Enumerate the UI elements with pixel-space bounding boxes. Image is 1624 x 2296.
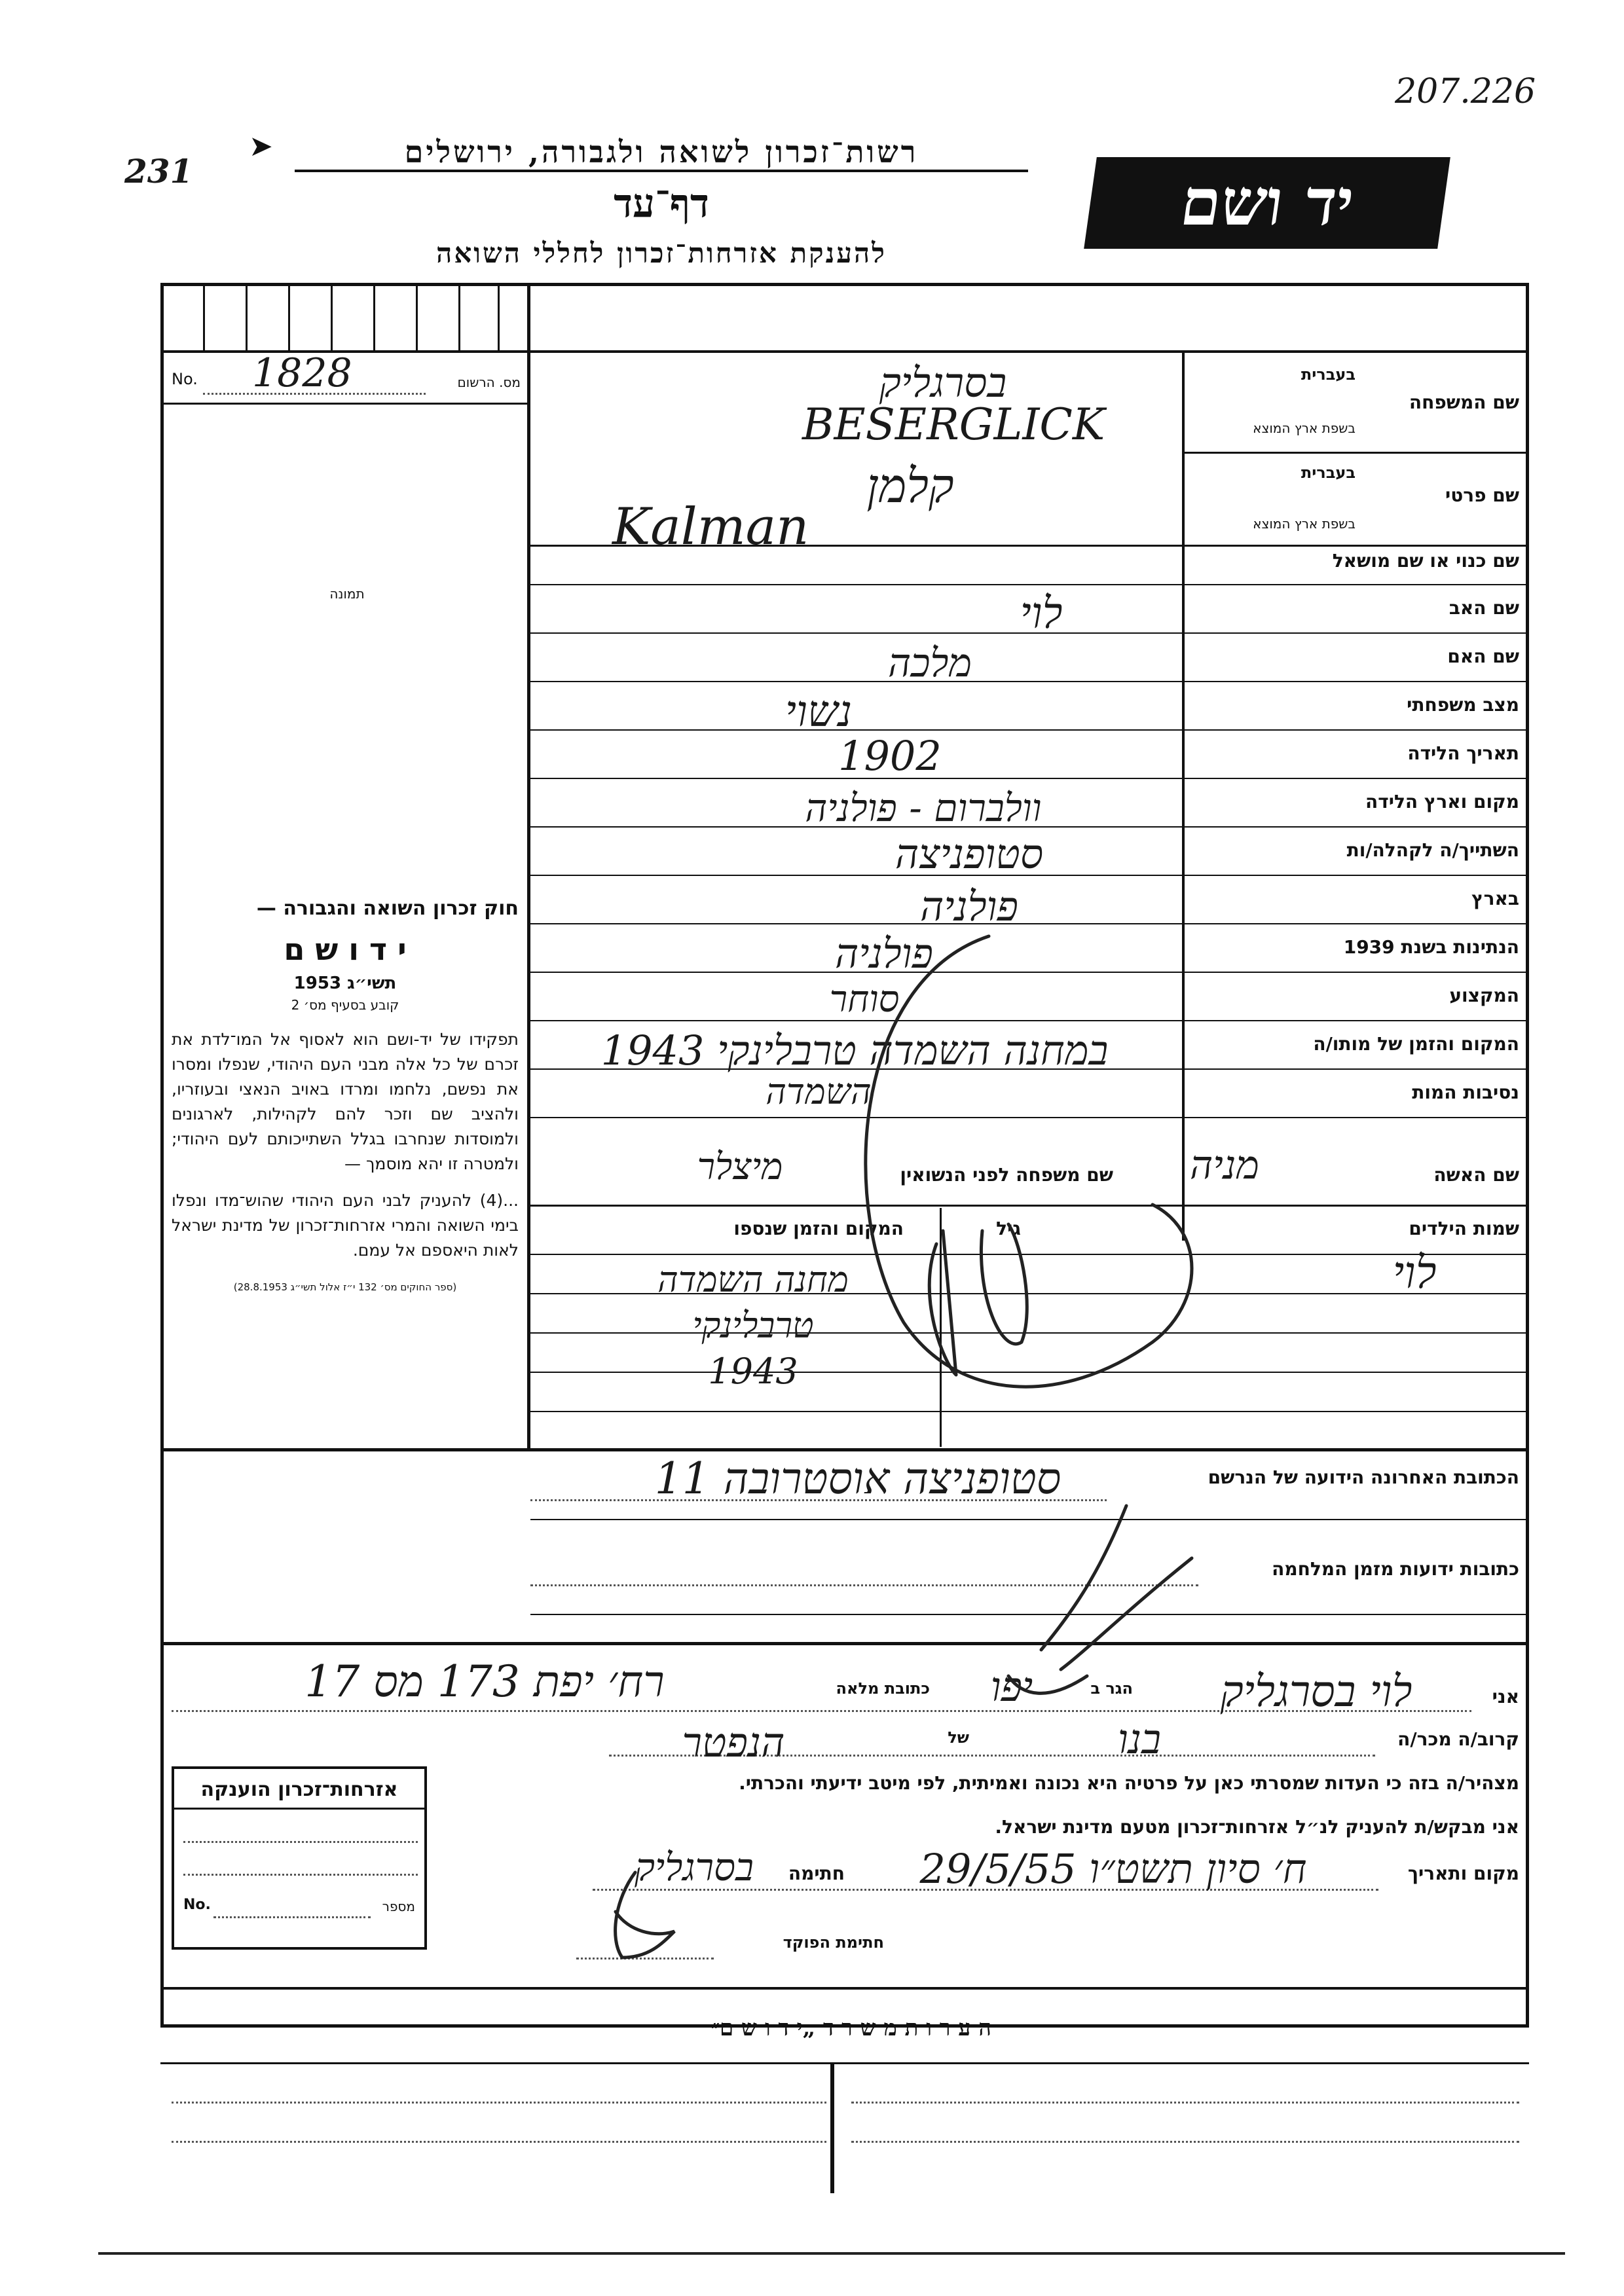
- lives-in-label: הגר ב: [1090, 1679, 1133, 1698]
- children-label: שמות הילדים: [1409, 1218, 1519, 1239]
- death-place-label: המקום והזמן של מותו/ה: [1313, 1033, 1519, 1055]
- declarant-i-label: אני: [1492, 1686, 1519, 1707]
- left-mark: 231: [124, 152, 193, 191]
- first-hebrew-sub: בעברית: [1301, 464, 1356, 482]
- family-name-label: שם המשפחה: [1409, 392, 1519, 413]
- declarant-address-value: רח׳ יפת 173 מס 17: [304, 1656, 665, 1707]
- form-title: דף־עד: [614, 181, 709, 227]
- maiden-name-value: מיצלר: [697, 1146, 783, 1188]
- full-address-label: כתובת מלאה: [836, 1679, 930, 1698]
- family-name-hebrew: בסרגליק: [879, 359, 1007, 407]
- father-label: שם האב: [1449, 597, 1519, 619]
- death-circumstances-label: נסיבות המות: [1412, 1082, 1519, 1103]
- law-text-1: תפקידו של יד-ושם הוא לאסוף אל המו־לדת את זכרם של כל אלה מבני העם היהודי, שנפלו ומסרו את נפשם, נלחמו ומרדו באויב הנאצי ובעוזריו, ולהציב שם וזכר להם לקהילות, לארגונים ולמוסדות שנחרבו בגלל השתייכותם לעם היהודי; ולמטרה זו יהא מוסמך —: [172, 1030, 519, 1173]
- registration-number: 1828: [252, 350, 352, 396]
- child-place-value: מחנה השמדה טרבלינקי 1943: [657, 1259, 849, 1392]
- marital-value: נשוי: [784, 686, 853, 737]
- wife-label: שם האשה: [1433, 1164, 1519, 1186]
- archive-number: 207.226: [1395, 72, 1536, 111]
- birth-place-label: מקום וארץ הלידה: [1365, 791, 1519, 812]
- child-place-label: המקום והזמן שנספו: [733, 1218, 904, 1239]
- birth-date-label: תאריך הלידה: [1407, 742, 1519, 764]
- law-name: י ד ו ש ם: [284, 932, 407, 967]
- arrow-icon: ➤: [249, 130, 273, 163]
- officer-signature-label: חתימת הפוקד: [783, 1933, 884, 1952]
- yad-vashem-logo: יד ושם: [1084, 157, 1450, 249]
- certificate-title: אזרחות־זכרון הוענקה: [174, 1769, 424, 1810]
- registration-label: מס. הרשום: [457, 374, 521, 390]
- place-date-label: מקום ותאריך: [1407, 1863, 1519, 1884]
- law-source: (ספר החוקים מס׳ 132 י״ז אלול תשי״ג 28.8.1953): [233, 1281, 457, 1293]
- first-name-origin: Kalman: [612, 498, 809, 556]
- death-circumstances-value: השמדה: [766, 1071, 872, 1112]
- first-name-hebrew: קלמן: [866, 458, 954, 513]
- signature-label: חתימה: [788, 1863, 845, 1884]
- country-value: פולניה: [919, 883, 1019, 930]
- law-year: תשי״ג 1953: [293, 974, 397, 993]
- certificate-no-label: No.: [183, 1897, 211, 1913]
- of-label: של: [948, 1728, 969, 1747]
- photo-label: תמונה: [329, 586, 365, 602]
- last-address-value: סטופניצה אוסטרובה 11: [654, 1453, 1061, 1504]
- declarant-signature: בסרגליק: [635, 1845, 754, 1889]
- father-value: לוי: [1020, 588, 1063, 638]
- mother-label: שם האם: [1447, 646, 1519, 667]
- child-age-label: גיל: [996, 1218, 1021, 1239]
- birth-date-value: 1902: [838, 732, 942, 780]
- authority-title: רשות־זכרון לשואה ולגבורה, ירושלים: [295, 134, 1028, 172]
- relation-label: קרוב/ה מכר/ה: [1397, 1728, 1519, 1750]
- marital-label: מצב משפחתי: [1407, 694, 1519, 716]
- maiden-name-label: שם משפחה לפני הנשואין: [900, 1164, 1113, 1186]
- child-name-value: לוי: [1392, 1247, 1437, 1299]
- birth-place-value: וולברום - פולניה: [805, 786, 1042, 830]
- scan-line: [98, 2252, 1565, 2255]
- declarant-name-value: לוי בסרגליק: [1220, 1666, 1412, 1717]
- wartime-address-label: כתובות ידועות מזמן המלחמה: [1272, 1558, 1519, 1580]
- relation-value: בנו: [1118, 1715, 1161, 1763]
- law-title: חוק זכרון השואה והגבורה —: [256, 897, 519, 920]
- community-label: השתייך/ה לקהלה/ות: [1346, 839, 1519, 861]
- last-address-label: הכתובת האחרונה הידועה של הנרשם: [1208, 1467, 1519, 1488]
- death-place-value: במחנה השמדה טרבלינקי 1943: [600, 1027, 1109, 1074]
- law-ref: קובע בסעיף מס׳ 2: [291, 997, 399, 1013]
- family-origin-sub: בשפת ארץ המוצא: [1253, 420, 1356, 436]
- wife-value: מניה: [1190, 1142, 1259, 1188]
- profession-label: המקצוע: [1449, 985, 1519, 1006]
- declaration-text: מצהיר/ה בזה כי העדות שמסרתי כאן על פרטיה היא נכונה ואמיתית, לפי מיטב ידיעתי והכרתי.: [739, 1772, 1519, 1794]
- law-text-2: ...(4) להעניק לבני העם היהודי שהוש־מדו ונפלו בימי השואה והמרי אזרחות־זכרון של מדינת ישראל לאות היאספם אל עמם.: [172, 1191, 519, 1260]
- first-name-label: שם פרטי: [1445, 484, 1519, 506]
- registration-no-label: No.: [172, 370, 198, 388]
- country-label: בארץ: [1471, 888, 1519, 909]
- office-notes-title: ה ע ר ו ת מ ש ר ד „י ד ו ש ם״: [711, 2015, 991, 2041]
- declarant-city-value: יפו: [990, 1663, 1033, 1711]
- place-date-value: ח׳ סיון תשט״ו 29/5/55: [919, 1845, 1307, 1893]
- certificate-no-he: מספר: [382, 1899, 415, 1914]
- first-origin-sub: בשפת ארץ המוצא: [1253, 516, 1356, 532]
- form-subtitle: להענקת אזרחות־זכרון לחללי השואה: [436, 237, 887, 269]
- profession-value: סוחר: [829, 978, 900, 1021]
- nickname-label: שם כנוי או שם מושאל: [1332, 550, 1519, 572]
- citizenship-value: פולניה: [834, 930, 934, 977]
- of-value: הנפטר: [682, 1719, 785, 1766]
- family-name-origin: BESERGLICK: [802, 399, 1105, 450]
- mother-value: מלכה: [887, 640, 972, 686]
- family-hebrew-sub: בעברית: [1301, 365, 1356, 384]
- request-text: אני מבקש/ת להעניק לנ״ל אזרחות־זכרון מטעם מדינת ישראל.: [995, 1816, 1519, 1838]
- community-value: סטופניצה: [895, 830, 1044, 878]
- citizenship-label: הנתינות בשנת 1939: [1343, 936, 1519, 958]
